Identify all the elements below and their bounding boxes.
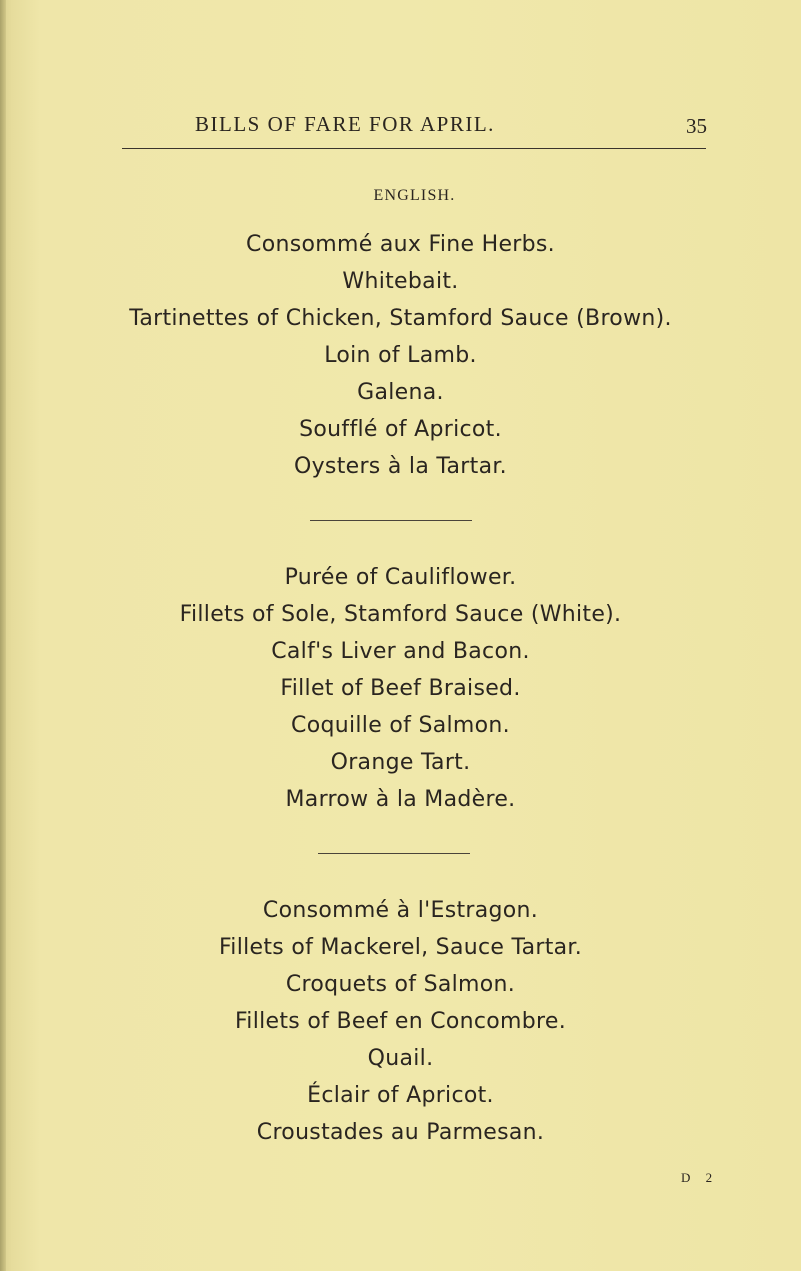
menu-item: Coquille of Salmon. xyxy=(291,713,510,738)
menu-item: Fillet of Beef Braised. xyxy=(280,676,521,701)
menu-item: Galena. xyxy=(357,380,444,405)
menu-item: Fillets of Sole, Stamford Sauce (White). xyxy=(179,602,622,627)
menu-item: Éclair of Apricot. xyxy=(307,1083,494,1108)
header-rule xyxy=(122,148,706,149)
menu-item: Croquets of Salmon. xyxy=(285,972,516,997)
menu-list-1 xyxy=(0,226,801,485)
printer-signature-mark: D 2 xyxy=(681,1170,719,1185)
menu-item: Tartinettes of Chicken, Stamford Sauce (Brown). xyxy=(129,306,672,331)
menu-item: Fillets of Mackerel, Sauce Tartar. xyxy=(218,935,583,960)
section-title: ENGLISH. xyxy=(373,187,456,204)
menu-item: Calf's Liver and Bacon. xyxy=(271,639,530,664)
menu-list-3 xyxy=(0,892,801,1151)
menu-item: Quail. xyxy=(367,1046,434,1071)
menu-item: Consommé aux Fine Herbs. xyxy=(246,232,555,257)
menu-divider-1 xyxy=(310,520,472,521)
menu-item: Whitebait. xyxy=(342,269,459,294)
menu-item: Croustades au Parmesan. xyxy=(256,1120,545,1145)
page-number: 35 xyxy=(686,114,707,138)
menu-item: Consommé à l'Estragon. xyxy=(262,898,539,923)
menu-list-2 xyxy=(0,559,801,818)
running-head-title: BILLS OF FARE FOR APRIL. xyxy=(195,112,495,136)
menu-item: Soufflé of Apricot. xyxy=(299,417,502,442)
menu-item: Oysters à la Tartar. xyxy=(294,454,507,479)
menu-item: Marrow à la Madère. xyxy=(285,787,516,812)
menu-item: Fillets of Beef en Concombre. xyxy=(234,1009,567,1034)
menu-item: Purée of Cauliflower. xyxy=(284,565,517,590)
menu-divider-2 xyxy=(318,853,470,854)
menu-item: Loin of Lamb. xyxy=(324,343,477,368)
menu-item: Orange Tart. xyxy=(330,750,471,775)
